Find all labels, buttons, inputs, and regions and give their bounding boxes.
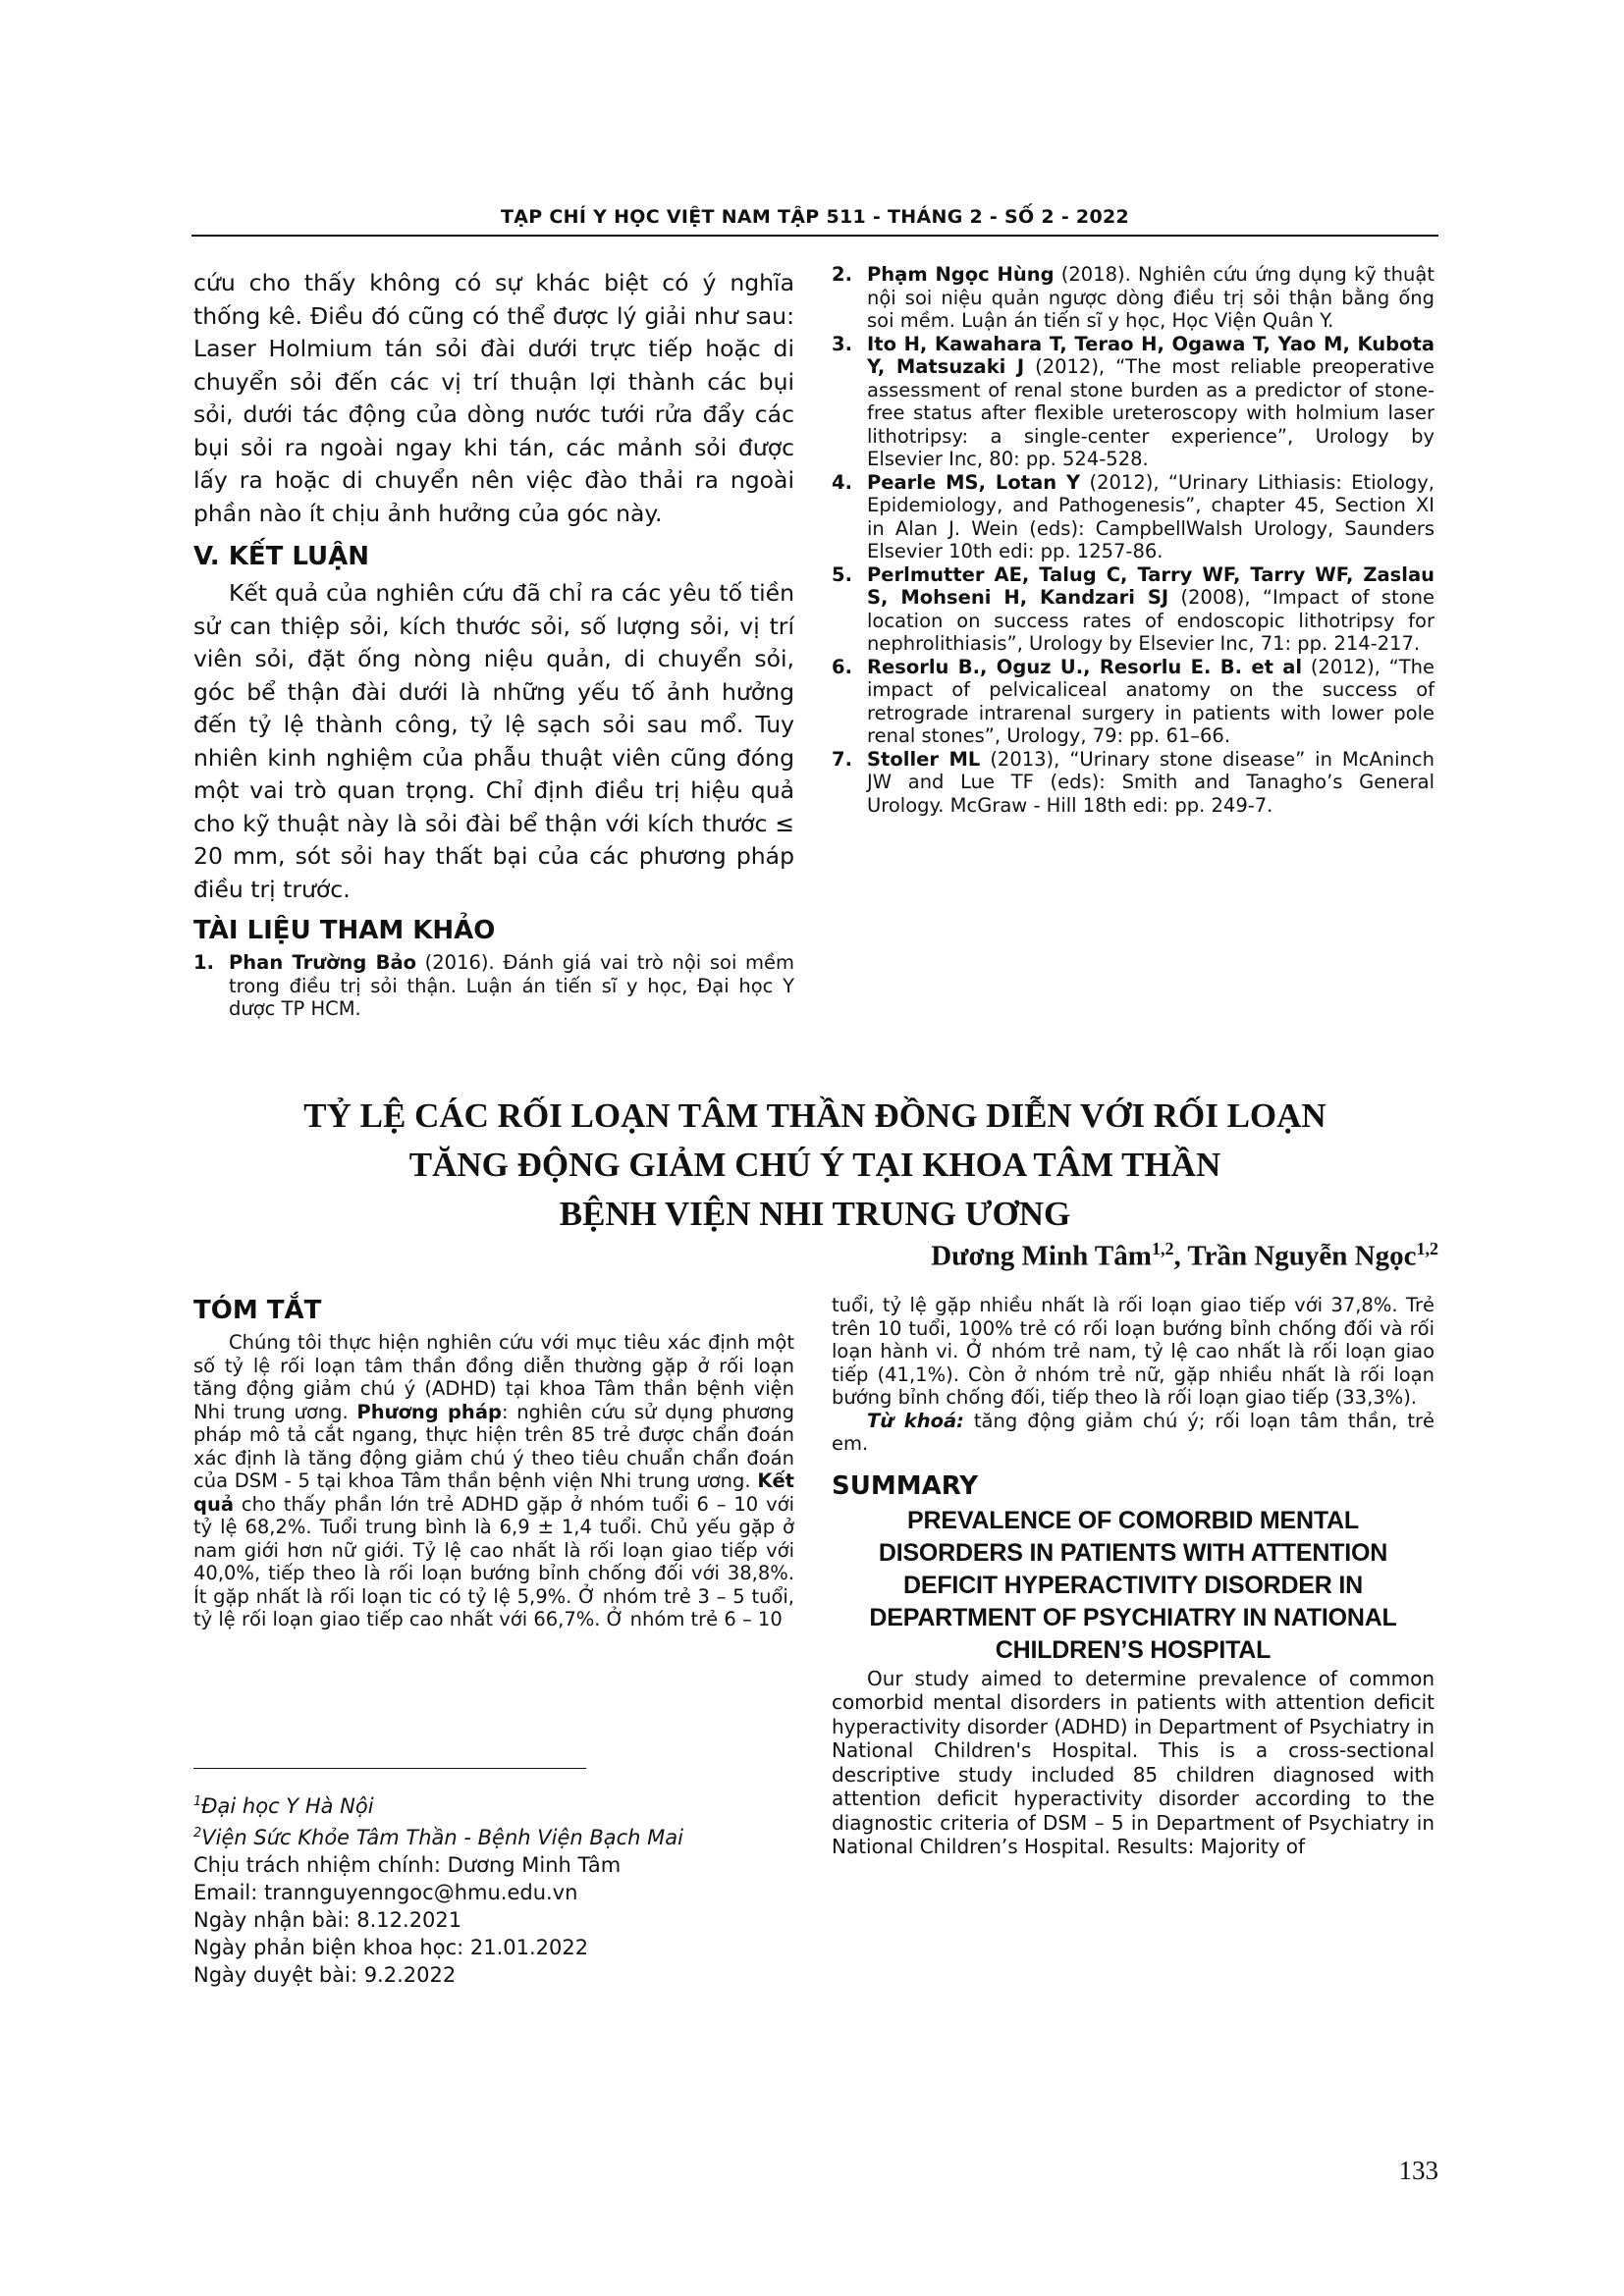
header-rule (191, 235, 1438, 237)
references-heading: TÀI LIỆU THAM KHẢO (193, 916, 496, 945)
abstract-continuation: tuổi, tỷ lệ gặp nhiều nhất là rối loạn giao tiếp với 37,8%. Trẻ trên 10 tuổi, 100% trẻ có rối loạn bướng bỉnh chống đối và rối loạn hành vi. Ở nhóm trẻ nam, tỷ lệ cao nhất là rối loạn giao tiếp (41,1%). Còn ở nhóm trẻ nữ, gặp nhiều nhất là rối loạn bướng bỉnh chống đối, tiếp theo là rối loạn giao tiếp (33,3%). (832, 1294, 1435, 1409)
reference-text: (2013), “Urinary stone disease” in McAninch JW and Lue TF (eds): Smith and Tanagho’s General Urology. McGraw - Hill 18th edi: pp. 249-7. (867, 747, 1435, 817)
received-date: Ngày nhận bài: 8.12.2021 (193, 1908, 462, 1932)
running-header: TẠP CHÍ Y HỌC VIỆT NAM TẬP 511 - THÁNG 2 - SỐ 2 - 2022 (500, 206, 1130, 228)
discussion-tail: cứu cho thấy không có sự khác biệt có ý nghĩa thống kê. Điều đó cũng có thể được lý giải như sau: Laser Holmium tán sỏi đài dưới trực tiếp hoặc di chuyển sỏi đến các vị trí thuận lợi thành các bụi sỏi, dưới tác động của dòng nước tưới rửa đẩy các bụi sỏi ra ngoài ngay khi tán, các mảnh sỏi được lấy ra hoặc di chuyển nên việc đào thải ra ngoài phần nào ít chịu ảnh hưởng của góc này. (193, 269, 794, 527)
article-title (191, 1092, 1438, 1239)
keywords (832, 1410, 1435, 1456)
author-affiliation-mark: 1,2 (1151, 1239, 1174, 1258)
reference-author: Pearle MS, Lotan Y (867, 470, 1081, 494)
affiliation-mark: 1 (193, 1794, 202, 1809)
reference-text: (2018). Nghiên cứu ứng dụng kỹ thuật nội soi niệu quản ngược dòng điều trị sỏi thận bằng ống soi mềm. Luận án tiến sĩ y học, Học Viện Quân Y. (867, 263, 1435, 332)
page-number: 133 (1398, 2156, 1438, 2185)
abstract-result: cho thấy phần lớn trẻ ADHD gặp ở nhóm tuổi 6 – 10 với tỷ lệ 68,2%. Tuổi trung bình là 6,9 ± 1,4 tuổi. Chủ yếu gặp ở nam giới hơn nữ giới. Tỷ lệ cao nhất là rối loạn giao tiếp với 40,0%, tiếp theo là rối loạn bướng bỉnh chống đối với 38,8%. Ít gặp nhất là rối loạn tic có tỷ lệ 5,9%. Ở nhóm trẻ 3 – 5 tuổi, tỷ lệ rối loạn giao tiếp cao nhất với 66,7%. Ở nhóm trẻ 6 – 10 (193, 1492, 794, 1630)
affiliation-mark: 2 (193, 1826, 202, 1841)
reference-item (832, 263, 1435, 333)
reference-text: (2008), “Impact of stone location on success rates of endoscopic lithotripsy for nephrolithiasis”, Urology by Elsevier Inc, 71: pp. 214-217. (867, 586, 1435, 655)
article-title-line: TĂNG ĐỘNG GIẢM CHÚ Ý TẠI KHOA TÂM THẦN (408, 1146, 1221, 1184)
reference-number: 7. (832, 747, 852, 771)
reference-item (832, 333, 1435, 471)
english-title-line: DEPARTMENT OF PSYCHIATRY IN NATIONAL (869, 1603, 1397, 1631)
abstract-heading: TÓM TẮT (193, 1296, 322, 1325)
conclusion-text: Kết quả của nghiên cứu đã chỉ ra các yêu tố tiền sử can thiệp sỏi, kích thước sỏi, số lượng sỏi, vị trí viên sỏi, đặt ống nòng niệu quản, di chuyển sỏi, góc bể thận đài dưới là những yếu tố ảnh hưởng đến tỷ lệ thành công, tỷ lệ sạch sỏi sau mổ. Tuy nhiên kinh nghiệm của phẫu thuật viên cũng đóng một vai trò quan trọng. Chỉ định điều trị hiệu quả cho kỹ thuật này là sỏi đài bể thận với kích thước ≤ 20 mm, sót sỏi hay thất bại của các phương pháp điều trị trước. (193, 579, 794, 903)
article-authors (844, 1239, 1438, 1273)
footnotes (193, 1789, 794, 1989)
affiliation-name: Đại học Y Hà Nội (201, 1794, 374, 1818)
previous-article-right-column (832, 263, 1435, 817)
reference-item (832, 563, 1435, 656)
affiliation-1 (193, 1789, 794, 1820)
reference-author: Perlmutter AE, Talug C, Tarry WF, Tarry WF, Zaslau S, Mohseni H, Kandzari SJ (867, 562, 1435, 609)
english-title-line: DISORDERS IN PATIENTS WITH ATTENTION (878, 1538, 1388, 1567)
affiliation-name: Viện Sức Khỏe Tâm Thần - Bệnh Viện Bạch Mai (201, 1826, 683, 1849)
review-date: Ngày phản biện khoa học: 21.01.2022 (193, 1936, 589, 1959)
reference-author: Resorlu B., Oguz U., Resorlu E. B. et al (867, 655, 1303, 678)
reference-item (832, 656, 1435, 748)
reference-number: 2. (832, 263, 852, 286)
reference-number: 4. (832, 470, 852, 494)
reference-text: (2016). Đánh giá vai trò nội soi mềm trong điều trị sỏi thận. Luận án tiến sĩ y học, Đại học Y dược TP HCM. (229, 951, 794, 1020)
keywords-label: Từ khoá: (867, 1409, 964, 1432)
reference-author: Phan Trường Bảo (229, 951, 416, 974)
summary-heading: SUMMARY (832, 1470, 979, 1501)
reference-number: 1. (193, 951, 214, 974)
abstract-text (193, 1331, 794, 1631)
approval-date: Ngày duyệt bài: 9.2.2022 (193, 1963, 457, 1987)
keywords-text: tăng động giảm chú ý; rối loạn tâm thần, trẻ em. (832, 1409, 1435, 1455)
previous-article-left-column (193, 267, 794, 1021)
affiliation-2 (193, 1820, 794, 1851)
article-title-line: BỆNH VIỆN NHI TRUNG ƯƠNG (559, 1195, 1071, 1233)
reference-number: 5. (832, 562, 852, 586)
abstract-result-label: Kết quả (193, 1469, 794, 1516)
reference-text: (2012), “The most reliable preoperative assessment of renal stone burden as a predictor of stone-free status after flexible ureteroscopy with holmium laser lithotripsy: a single-center experience”, Urology by Elsevier Inc, 80: pp. 524-528. (867, 355, 1435, 470)
english-title-line: CHILDREN’S HOSPITAL (995, 1635, 1272, 1664)
abstract-intro: Chúng tôi thực hiện nghiên cứu với mục tiêu xác định một số tỷ lệ rối loạn tâm thần đồng diễn thường gặp ở rối loạn tăng động giảm chú ý (ADHD) tại khoa Tâm thần bệnh viện Nhi trung ương. (193, 1331, 794, 1423)
reference-author: Ito H, Kawahara T, Terao H, Ogawa T, Yao M, Kubota Y, Matsuzaki J (867, 332, 1435, 378)
reference-number: 3. (832, 332, 852, 355)
english-title (832, 1505, 1435, 1667)
contact-email: Email: trannguyenngoc@hmu.edu.vn (193, 1881, 578, 1904)
english-title-line: DEFICIT HYPERACTIVITY DISORDER IN (903, 1571, 1363, 1599)
reference-text: (2012), “Urinary Lithiasis: Etiology, Epidemiology, and Pathogenesis”, chapter 45, Section XI in Alan J. Wein (eds): CampbellWalsh Urology, Saunders Elsevier 10th edi: pp. 1257-86. (867, 470, 1435, 562)
abstract-right-column (832, 1294, 1435, 1859)
reference-item (832, 471, 1435, 563)
reference-item (832, 748, 1435, 818)
responsible-author: Chịu trách nhiệm chính: Dương Minh Tâm (193, 1853, 622, 1877)
conclusion-heading: V. KẾT LUẬN (193, 542, 370, 571)
abstract-method-label: Phương pháp (356, 1400, 502, 1423)
abstract-method: : nghiên cứu sử dụng phương pháp mô tả cắt ngang, thực hiện trên 85 trẻ được chẩn đoán xác định là tăng động giảm chú ý theo tiêu chuẩn chẩn đoán của DSM - 5 tại khoa Tâm thần bệnh viện Nhi trung ương. (193, 1400, 794, 1492)
author-affiliation-mark: 1,2 (1416, 1239, 1438, 1258)
reference-author: Stoller ML (867, 747, 981, 771)
article-title-line: TỶ LỆ CÁC RỐI LOẠN TÂM THẦN ĐỒNG DIỄN VỚI RỐI LOẠN (303, 1096, 1326, 1135)
summary-text: Our study aimed to determine prevalence of common comorbid mental disorders in patients with attention deficit hyperactivity disorder (ADHD) in Department of Psychiatry in National Children's Hospital. This is a cross-sectional descriptive study included 85 children diagnosed with attention deficit hyperactivity disorder according to the diagnostic criteria of DSM – 5 in Department of Psychiatry in National Children’s Hospital. Results: Majority of (832, 1666, 1435, 1858)
reference-number: 6. (832, 655, 852, 678)
footnote-rule (193, 1768, 586, 1769)
reference-text: (2012), “The impact of pelvicaliceal anatomy on the success of retrograde intrarenal surgery in patients with lower pole renal stones”, Urology, 79: pp. 61–66. (867, 655, 1435, 747)
author-separator: , (1173, 1240, 1188, 1272)
reference-author: Phạm Ngọc Hùng (867, 263, 1055, 286)
reference-item (193, 951, 794, 1021)
english-title-line: PREVALENCE OF COMORBID MENTAL (907, 1506, 1359, 1534)
author-name: Dương Minh Tâm (931, 1240, 1152, 1272)
abstract-left-column (193, 1296, 794, 1631)
author-name: Trần Nguyễn Ngọc (1187, 1240, 1417, 1272)
